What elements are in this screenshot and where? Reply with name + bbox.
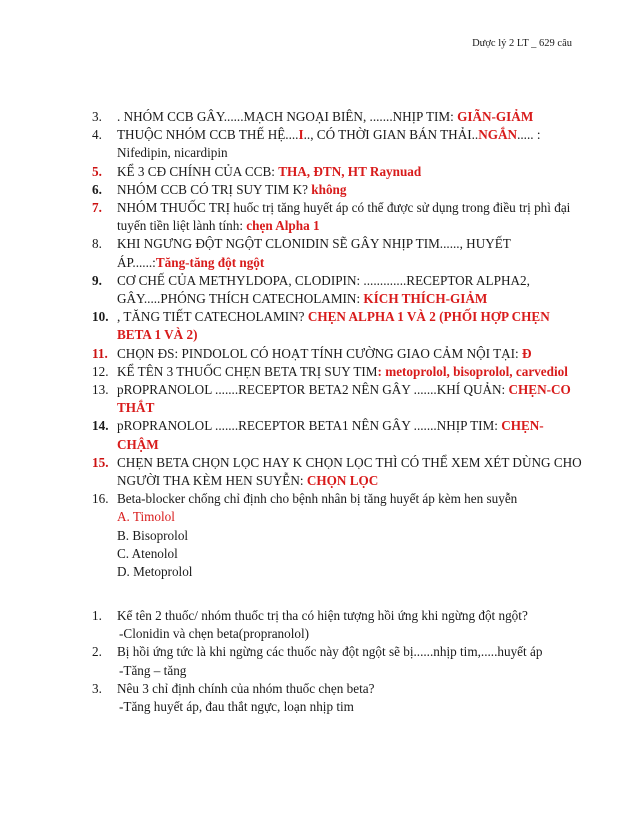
item-text: [117, 273, 530, 306]
item-number: 4.: [92, 127, 102, 143]
answer-text: NGẮN: [478, 127, 518, 143]
answer-text: THA, ĐTN, HT Raynuad: [278, 163, 422, 179]
list-item: [92, 235, 582, 271]
option: D. Metoprolol: [117, 564, 193, 580]
item-text: [117, 382, 571, 415]
answer-text: không: [311, 181, 347, 197]
answer-text: KÍCH THÍCH-GIẢM: [363, 291, 488, 307]
list-item: [92, 680, 582, 698]
answer-text: CHẸN ALPHA 1 VÀ 2 (PHỐI HỢP CHẸN BETA 1 VÀ 2): [117, 309, 550, 343]
item-text: [117, 109, 533, 124]
question-text: KỂ 3 CĐ CHÍNH CỦA CCB:: [117, 163, 279, 179]
question-text: , TĂNG TIẾT CATECHOLAMIN?: [117, 309, 308, 325]
list-item: [92, 272, 582, 308]
page-header: Dược lý 2 LT _ 629 câu: [472, 38, 572, 49]
question-text: Beta-blocker chống chỉ định cho bệnh nhân bị tăng huyết áp kèm hen suyễn: [117, 491, 518, 507]
item-text: [117, 346, 532, 361]
answer-text: : metoprolol, bisoprolol, carvediol: [377, 363, 568, 379]
answer-text: Tăng-tăng đột ngột: [155, 254, 265, 270]
item-number: 15.: [92, 454, 109, 470]
question-text: KHI NGƯNG ĐỘT NGỘT CLONIDIN SẼ GÂY NHỊP TIM......, HUYẾT ÁP......:: [117, 236, 511, 270]
item-number: 8.: [92, 236, 102, 252]
item-number: 5.: [92, 163, 102, 179]
answer-text: CHỌN LỌC: [306, 473, 379, 489]
list-item: [92, 181, 582, 199]
question-text: Bị hồi ứng tức là khi ngừng các thuốc này đột ngột sẽ bị......nhịp tim,.....huyết áp: [117, 644, 543, 660]
answer-text: CHẸN-CHẬM: [117, 418, 544, 452]
item-number: 9.: [92, 272, 102, 288]
item-text: [117, 309, 550, 342]
list-item: [92, 126, 582, 162]
list-item: [92, 363, 582, 381]
item-number: 16.: [92, 491, 109, 507]
answer-text: -Tăng – tăng: [119, 662, 187, 678]
item-number: 3.: [92, 680, 102, 696]
list-item: [92, 490, 582, 508]
item-number: 10.: [92, 309, 109, 325]
question-text: CƠ CHẾ CỦA METHYLDOPA, CLODIPIN: .............RECEPTOR ALPHA2, GÂY.....PHÓNG THÍCH CATECHOLAMIN:: [117, 272, 530, 307]
answer-text: -Clonidin và chẹn beta(propranolol): [119, 626, 310, 642]
item-text: [117, 455, 582, 488]
answer-text: CHẸN-CO THẮT: [117, 382, 571, 416]
answer-text: I: [298, 127, 304, 143]
list-item: [92, 417, 582, 453]
list-item: [92, 607, 582, 625]
list-item: [92, 163, 582, 181]
item-number: 7.: [92, 200, 102, 216]
item-number: 1.: [92, 608, 102, 623]
question-text: ..... : Nifedipin, nicardipin: [117, 127, 541, 161]
item-text: [117, 164, 421, 179]
option: B. Bisoprolol: [117, 527, 189, 543]
question-text: .., CÓ THỜI GIAN BÁN THẢI..: [303, 127, 479, 143]
question-text: pROPRANOLOL .......RECEPTOR BETA2 NÊN GÂY .......KHÍ QUẢN:: [117, 382, 509, 398]
item-text: [117, 182, 347, 197]
item-text: [117, 491, 517, 506]
item-text: [117, 127, 541, 160]
item-text: [117, 236, 511, 269]
question-list-1: [92, 108, 582, 581]
item-number: 2.: [92, 644, 102, 660]
question-text: . NHÓM CCB GÂY......MẠCH NGOẠI BIÊN, .......NHỊP TIM:: [117, 109, 458, 124]
list-item: [92, 345, 582, 363]
item-text: [117, 200, 570, 233]
item-number: 13.: [92, 382, 109, 398]
item-number: 11.: [92, 345, 108, 361]
question-text: NHÓM CCB CÓ TRỊ SUY TIM K?: [117, 181, 312, 197]
list-item: [92, 199, 582, 235]
list-item: [92, 643, 582, 661]
question-text: THUỘC NHÓM CCB THẾ HỆ....: [117, 127, 299, 143]
question-text: CHẸN BETA CHỌN LỌC HAY K CHỌN LỌC THÌ CÓ THỂ XEM XÉT DÙNG CHO NGƯỜI THA KÈM HEN SUYỄN:: [117, 454, 582, 489]
question-text: NHÓM THUỐC TRỊ huốc trị tăng huyết áp có thể được sử dụng trong điều trị phì đại tuyến tiền liệt lành tính:: [117, 200, 571, 234]
answer-text: -Tăng huyết áp, đau thắt ngực, loạn nhịp tim: [119, 699, 354, 715]
question-text: KỂ TÊN 3 THUỐC CHẸN BETA TRỊ SUY TIM: [117, 363, 378, 379]
list-item: [92, 454, 582, 490]
item-number: 6.: [92, 181, 102, 197]
answer-text: Đ: [522, 345, 532, 361]
item-number: 12.: [92, 363, 109, 379]
question-text: Kể tên 2 thuốc/ nhóm thuốc trị tha có hiện tượng hồi ứng khi ngừng đột ngột?: [117, 608, 528, 623]
correct-option: A. Timolol: [117, 509, 175, 525]
item-text: [117, 364, 568, 379]
item-number: 3.: [92, 109, 102, 124]
item-text: [117, 418, 544, 451]
answer-text: chẹn Alpha 1: [246, 218, 320, 234]
question-text: CHỌN ĐS: PINDOLOL CÓ HOẠT TÍNH CƯỜNG GIAO CẢM NỘI TẠI:: [117, 345, 522, 361]
answer-text: GIÃN-GIẢM: [457, 109, 534, 124]
question-text: pROPRANOLOL .......RECEPTOR BETA1 NÊN GÂY .......NHỊP TIM:: [117, 418, 502, 434]
list-item: [92, 308, 582, 344]
item-number: 14.: [92, 418, 109, 434]
list-item: [92, 108, 582, 126]
question-list-2: [92, 607, 582, 716]
list-item: [92, 381, 582, 417]
option: C. Atenolol: [117, 545, 178, 561]
question-text: Nêu 3 chỉ định chính của nhóm thuốc chẹn beta?: [117, 680, 375, 696]
